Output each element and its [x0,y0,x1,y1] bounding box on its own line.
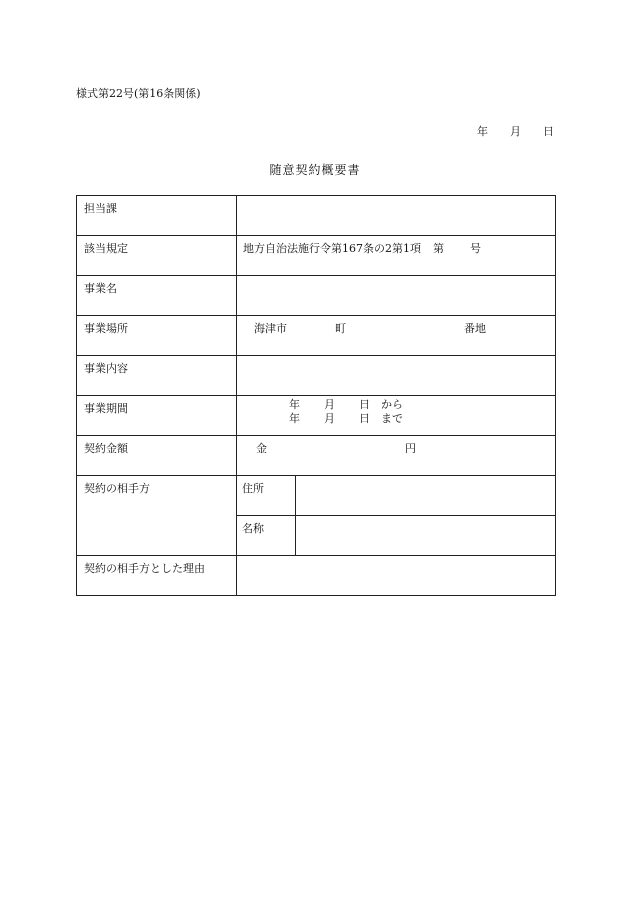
row-period [77,396,556,436]
period-from: から [381,398,403,411]
contract-summary-table [76,195,556,596]
date-month: 月 [510,125,521,138]
location-city: 海津市 [254,322,287,335]
row-amount [77,436,556,476]
value-project-name[interactable] [237,276,556,316]
regulation-item-prefix: 第 [433,242,444,255]
period-end-year: 年 [289,412,300,425]
row-regulation [77,236,556,276]
document-title: 随意契約概要書 [269,163,361,177]
value-amount[interactable] [237,436,556,476]
label-department: 担当課 [77,196,237,236]
period-start-year: 年 [289,398,300,411]
row-content [77,356,556,396]
label-location: 事業場所 [77,316,237,356]
row-counterparty-address [77,476,556,516]
value-period[interactable] [237,396,556,436]
row-location [77,316,556,356]
label-name: 名称 [237,516,296,556]
label-counterparty: 契約の相手方 [77,476,237,556]
period-end-month: 月 [324,412,335,425]
date-year: 年 [477,125,488,138]
label-address: 住所 [237,476,296,516]
label-content: 事業内容 [77,356,237,396]
period-end [237,412,555,426]
period-start-month: 月 [324,398,335,411]
amount-unit: 円 [405,442,416,455]
row-project-name [77,276,556,316]
value-content[interactable] [237,356,556,396]
period-start [237,398,555,412]
row-department [77,196,556,236]
label-amount: 契約金額 [77,436,237,476]
label-period: 事業期間 [77,396,237,436]
period-to: まで [381,412,403,425]
regulation-text: 地方自治法施行令第167条の2第1項 [243,242,421,255]
date-day: 日 [543,125,554,138]
location-town: 町 [335,322,346,335]
regulation-item-suffix: 号 [470,242,481,255]
label-reason: 契約の相手方とした理由 [77,556,237,596]
value-name[interactable] [296,516,556,556]
location-lot: 番地 [464,322,486,335]
label-regulation: 該当規定 [77,236,237,276]
period-start-day: 日 [359,398,370,411]
amount-prefix: 金 [256,442,267,455]
value-reason[interactable] [237,556,556,596]
period-end-day: 日 [359,412,370,425]
value-address[interactable] [296,476,556,516]
date-line [477,123,554,139]
form-number: 様式第22号(第16条関係) [76,87,201,100]
label-project-name: 事業名 [77,276,237,316]
value-location[interactable] [237,316,556,356]
value-department[interactable] [237,196,556,236]
value-regulation[interactable] [237,236,556,276]
row-reason [77,556,556,596]
